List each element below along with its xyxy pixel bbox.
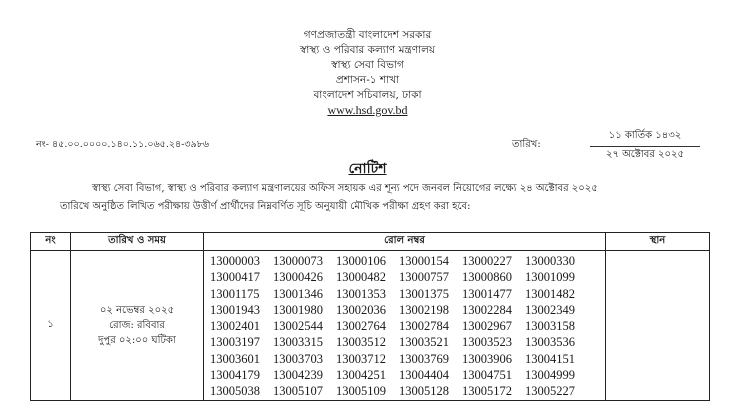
roll-number: 13002349 (525, 302, 575, 317)
roll-number: 13003512 (336, 335, 386, 350)
memo-number: নং- ৪৫.০০.০০০০.১৪০.১১.০৬৫.২৪-৩৯৮৬ (36, 139, 210, 150)
roll-number: 13003523 (462, 335, 512, 350)
roll-number: 13004179 (210, 368, 260, 383)
notice-line-2: তারিখে অনুষ্ঠিত লিখিত পরীক্ষায় উত্তীর্ণ প্রার্থীদের নিম্নবর্ণিত সূচি অনুযায়ী মৌখিক পরীক্ষা গ্রহণ করা হবে: (60, 201, 471, 212)
roll-number: 13001980 (273, 302, 323, 317)
roll-number: 13000227 (462, 254, 512, 268)
roll-number: 13005227 (525, 384, 575, 399)
row-datetime (71, 251, 204, 401)
roll-row (210, 367, 605, 383)
roll-number: 13005107 (273, 384, 323, 399)
roll-number: 13003521 (399, 335, 449, 350)
date-label: তারিখ: (512, 139, 541, 150)
roll-number: 13000482 (336, 270, 386, 285)
roll-number: 13000003 (210, 254, 260, 268)
roll-row (210, 334, 605, 350)
roll-number: 13002198 (399, 302, 449, 317)
roll-row (210, 269, 605, 285)
date-bangla: ১১ কার্তিক ১৪৩২ (590, 128, 700, 147)
roll-number: 13001477 (462, 286, 512, 301)
roll-number: 13004239 (273, 368, 323, 383)
roll-number: 13004251 (336, 368, 386, 383)
roll-row (210, 351, 605, 367)
roll-number: 13001099 (525, 270, 575, 285)
table-row (31, 251, 710, 401)
exam-date: ০২ নভেম্বর ২০২৫ (99, 304, 175, 316)
roll-number: 13004151 (525, 351, 575, 366)
roll-number: 13003712 (336, 351, 386, 366)
roll-number: 13003703 (273, 351, 323, 366)
header-serial: নং (31, 233, 71, 251)
roll-number: 13000330 (525, 254, 575, 268)
roll-number: 13005109 (336, 384, 386, 399)
roll-number: 13001943 (210, 302, 260, 317)
header-place: স্থান (606, 233, 710, 251)
roll-number: 13000426 (273, 270, 323, 285)
roll-row (210, 286, 605, 302)
ministry-name: স্বাস্থ্য ও পরিবার কল্যাণ মন্ত্রণালয় (299, 44, 436, 56)
date-english: ২৭ অক্টোবর ২০২৫ (605, 149, 685, 160)
roll-number: 13002036 (336, 302, 386, 317)
roll-number: 13004751 (462, 368, 512, 383)
roll-number: 13001175 (210, 286, 260, 301)
row-serial: ১ (31, 251, 71, 401)
roll-number: 13001353 (336, 286, 386, 301)
roll-number: 13000417 (210, 270, 260, 285)
roll-number: 13001375 (399, 286, 449, 301)
website-link[interactable]: www.hsd.gov.bd (327, 103, 408, 117)
roll-number: 13000154 (399, 254, 449, 268)
roll-number: 13002784 (399, 319, 449, 334)
roll-number: 13003906 (462, 351, 512, 366)
roll-row (210, 383, 605, 399)
exam-day: রোজ: রবিবার (109, 319, 165, 331)
roll-number: 13002967 (462, 319, 512, 334)
roll-number: 13002284 (462, 302, 512, 317)
roll-number: 13004404 (399, 368, 449, 383)
roll-row (210, 318, 605, 334)
roll-number: 13001482 (525, 286, 575, 301)
roll-number: 13000106 (336, 254, 386, 268)
roll-number: 13005038 (210, 384, 260, 399)
roll-row (210, 253, 605, 269)
table-header-row (31, 233, 710, 251)
roll-number: 13002544 (273, 319, 323, 334)
header-roll: রোল নম্বর (204, 233, 606, 251)
section-name: প্রশাসন-১ শাখা (335, 74, 400, 86)
roll-number: 13002764 (336, 319, 386, 334)
government-name: গণপ্রজাতন্ত্রী বাংলাদেশ সরকার (303, 29, 432, 41)
schedule-table (30, 232, 710, 401)
roll-number: 13000073 (273, 254, 323, 268)
roll-number: 13000860 (462, 270, 512, 285)
roll-number: 13005172 (462, 384, 512, 399)
roll-number: 13000757 (399, 270, 449, 285)
roll-number: 13004999 (525, 368, 575, 383)
roll-number: 13003601 (210, 351, 260, 366)
notice-title: নোটিশ (348, 161, 387, 177)
exam-time: দুপুর ০২:০০ ঘটিকা (98, 334, 176, 346)
notice-line-1: স্বাস্থ্য সেবা বিভাগ, স্বাস্থ্য ও পরিবার কল্যাণ মন্ত্রণালয়ের অফিস সহায়ক এর শূন্য পদে জনবল নিয়োগের লক্ষ্যে ২৪ অক্টোবর ২০২৫ (92, 183, 598, 194)
roll-number: 13001346 (273, 286, 323, 301)
roll-number: 13003769 (399, 351, 449, 366)
roll-number: 13003197 (210, 335, 260, 350)
office-address: বাংলাদেশ সচিবালয়, ঢাকা (313, 89, 422, 101)
letterhead (0, 28, 735, 118)
row-place (606, 251, 710, 401)
notice-body (60, 180, 680, 216)
roll-number: 13003315 (273, 335, 323, 350)
roll-number: 13003536 (525, 335, 575, 350)
roll-number: 13005128 (399, 384, 449, 399)
roll-numbers-cell (204, 251, 606, 401)
roll-number: 13002401 (210, 319, 260, 334)
roll-number: 13003158 (525, 319, 575, 334)
header-datetime: তারিখ ও সময় (71, 233, 204, 251)
roll-row (210, 302, 605, 318)
division-name: স্বাস্থ্য সেবা বিভাগ (331, 59, 404, 71)
